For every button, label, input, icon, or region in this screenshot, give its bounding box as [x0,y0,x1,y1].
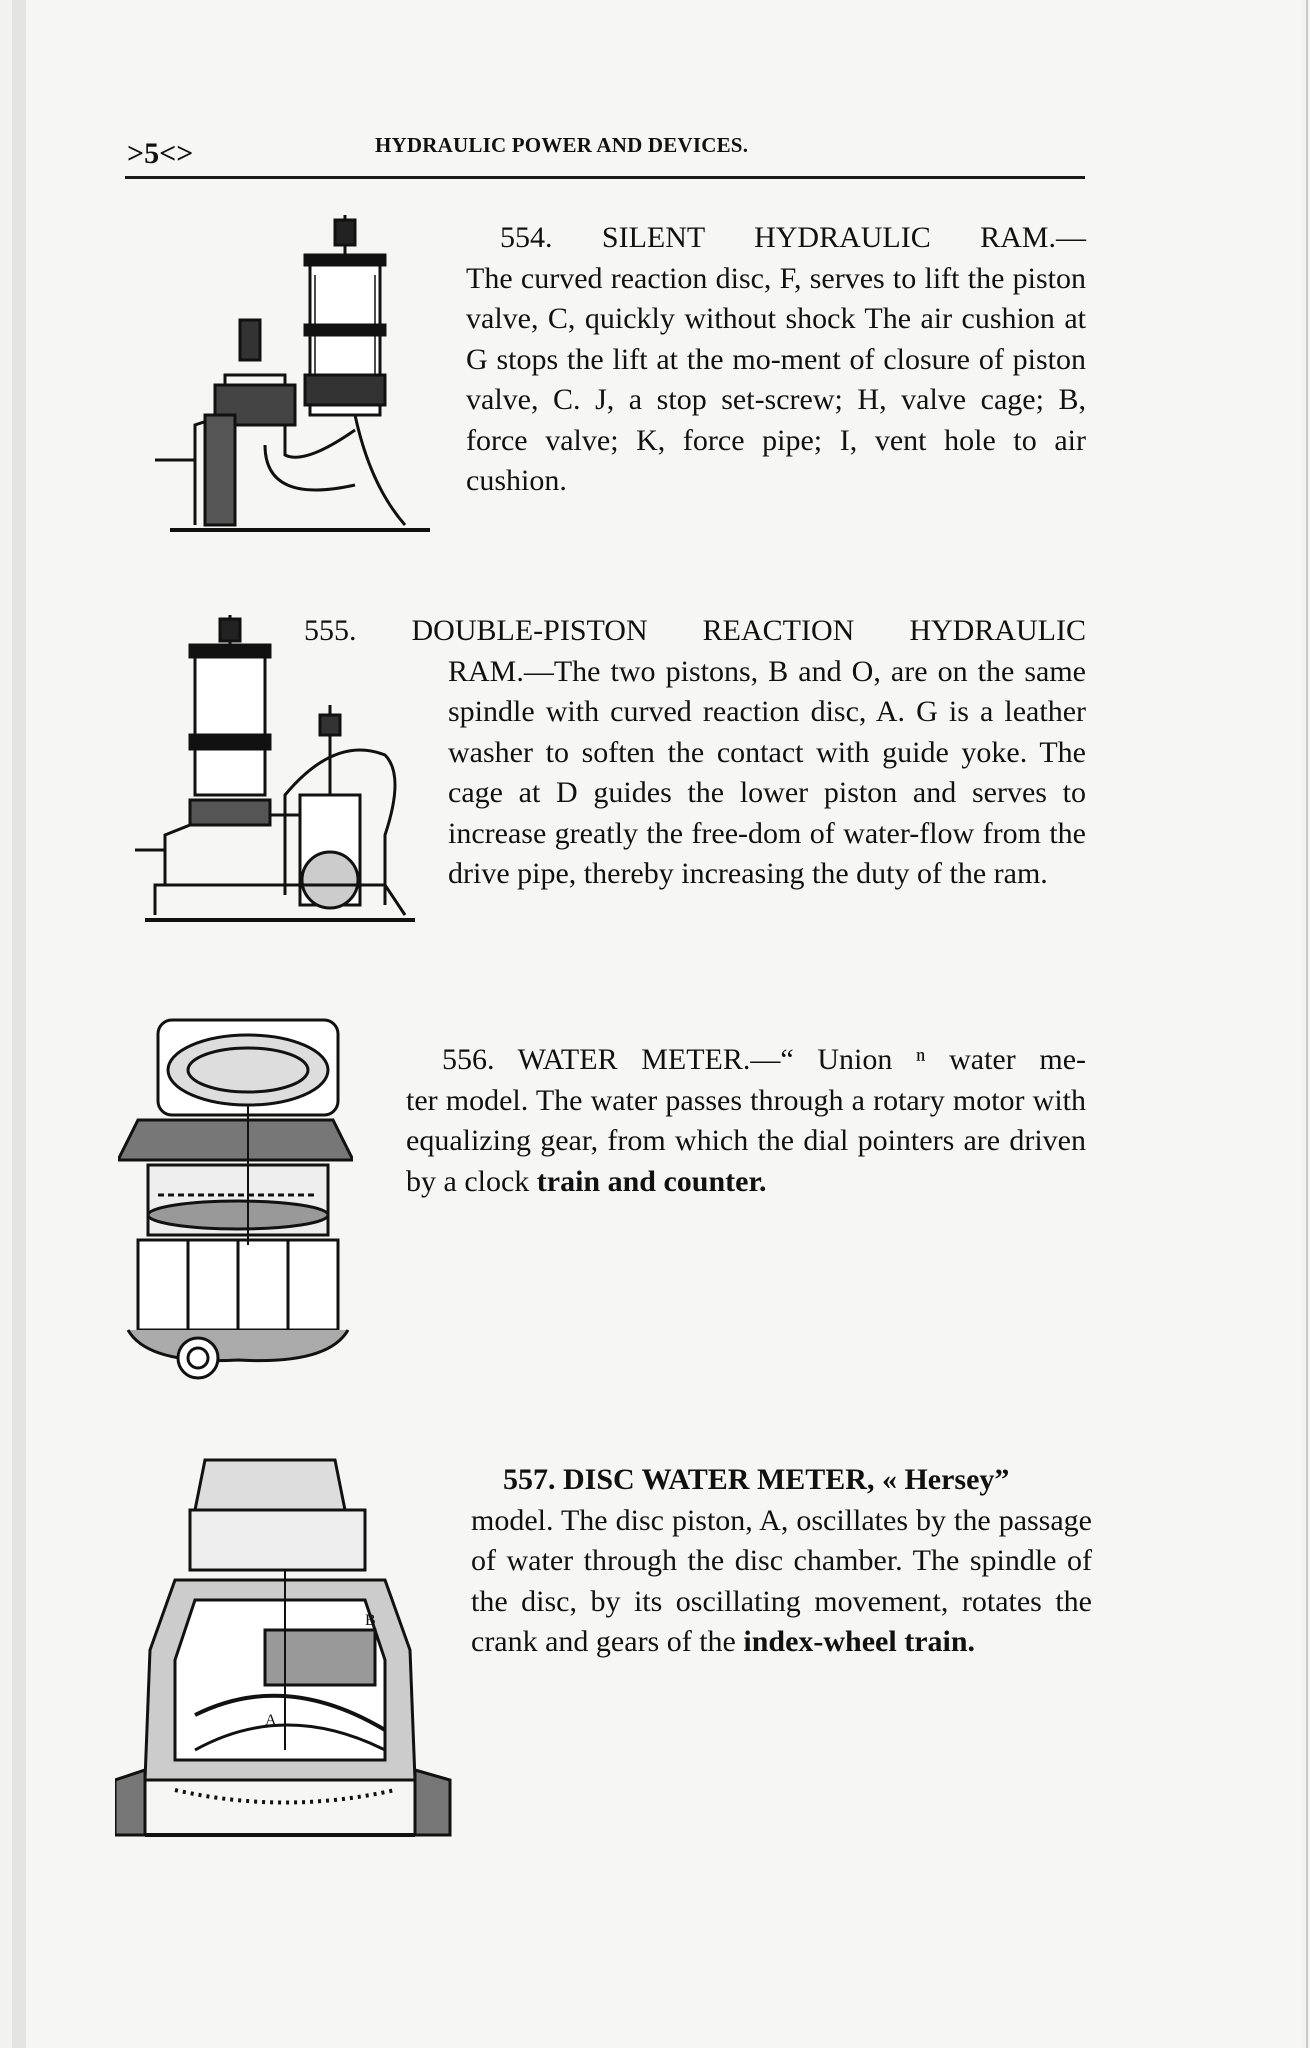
entry-554-heading: 554. SILENT HYDRAULIC RAM.— [500,221,1086,254]
entry-555-heading: 555. DOUBLE-PISTON REACTION HYDRAULIC [304,614,1086,647]
entry-555-body: RAM.—The two pistons, B and O, are on the same spindle with curved reaction disc, A. G is a leather washer to soften the contact with guide yoke. The cage at D guides the lower piston and serves to increase greatly the free-dom of water-flow from the drive pipe, thereby increasing the duty of the ram. [448,654,1086,890]
figure-silent-hydraulic-ram [155,215,440,535]
entry-557-heading: 557. DISC WATER METER, « Hersey” [503,1463,1010,1496]
page-right-edge [1306,0,1308,2048]
entry-556-bold-tail: train and counter. [536,1164,767,1198]
running-title: HYDRAULIC POWER AND DEVICES. [375,133,749,157]
entry-554 [466,218,1086,502]
entry-556 [406,1040,1086,1202]
header-rule [125,176,1085,179]
entry-556-body: ter model. The water passes through a rotary motor with equalizing gear, from which the dial pointers are driven by a clock [406,1083,1086,1198]
figure-hersey-disc-water-meter [115,1450,455,1845]
entry-557-body: model. The disc piston, A, oscillates by the passage of water through the disc chamber. The spindle of the disc, by its oscillating movement, rotates the crank and gears of the [471,1503,1092,1658]
entry-555 [304,611,1086,895]
figure-union-water-meter [118,1010,353,1385]
entry-557 [471,1460,1092,1663]
fig557-label-a: A [265,1712,277,1729]
entry-557-bold-tail: index-wheel train. [743,1625,976,1658]
page-number: >5<> [127,137,194,170]
entry-556-heading: 556. WATER METER.—“ Union ⁿ water me- [442,1043,1086,1076]
fig557-label-b: B [365,1612,376,1629]
entry-554-body: The curved reaction disc, F, serves to lift the piston valve, C, quickly without shock The air cushion at G stops the lift at the mo-ment of closure of piston valve, C. J, a stop set-screw; H, valve cage; B, force valve; K, force pipe; I, vent hole to air cushion. [466,261,1086,497]
page-edge-shadow [12,0,26,2048]
